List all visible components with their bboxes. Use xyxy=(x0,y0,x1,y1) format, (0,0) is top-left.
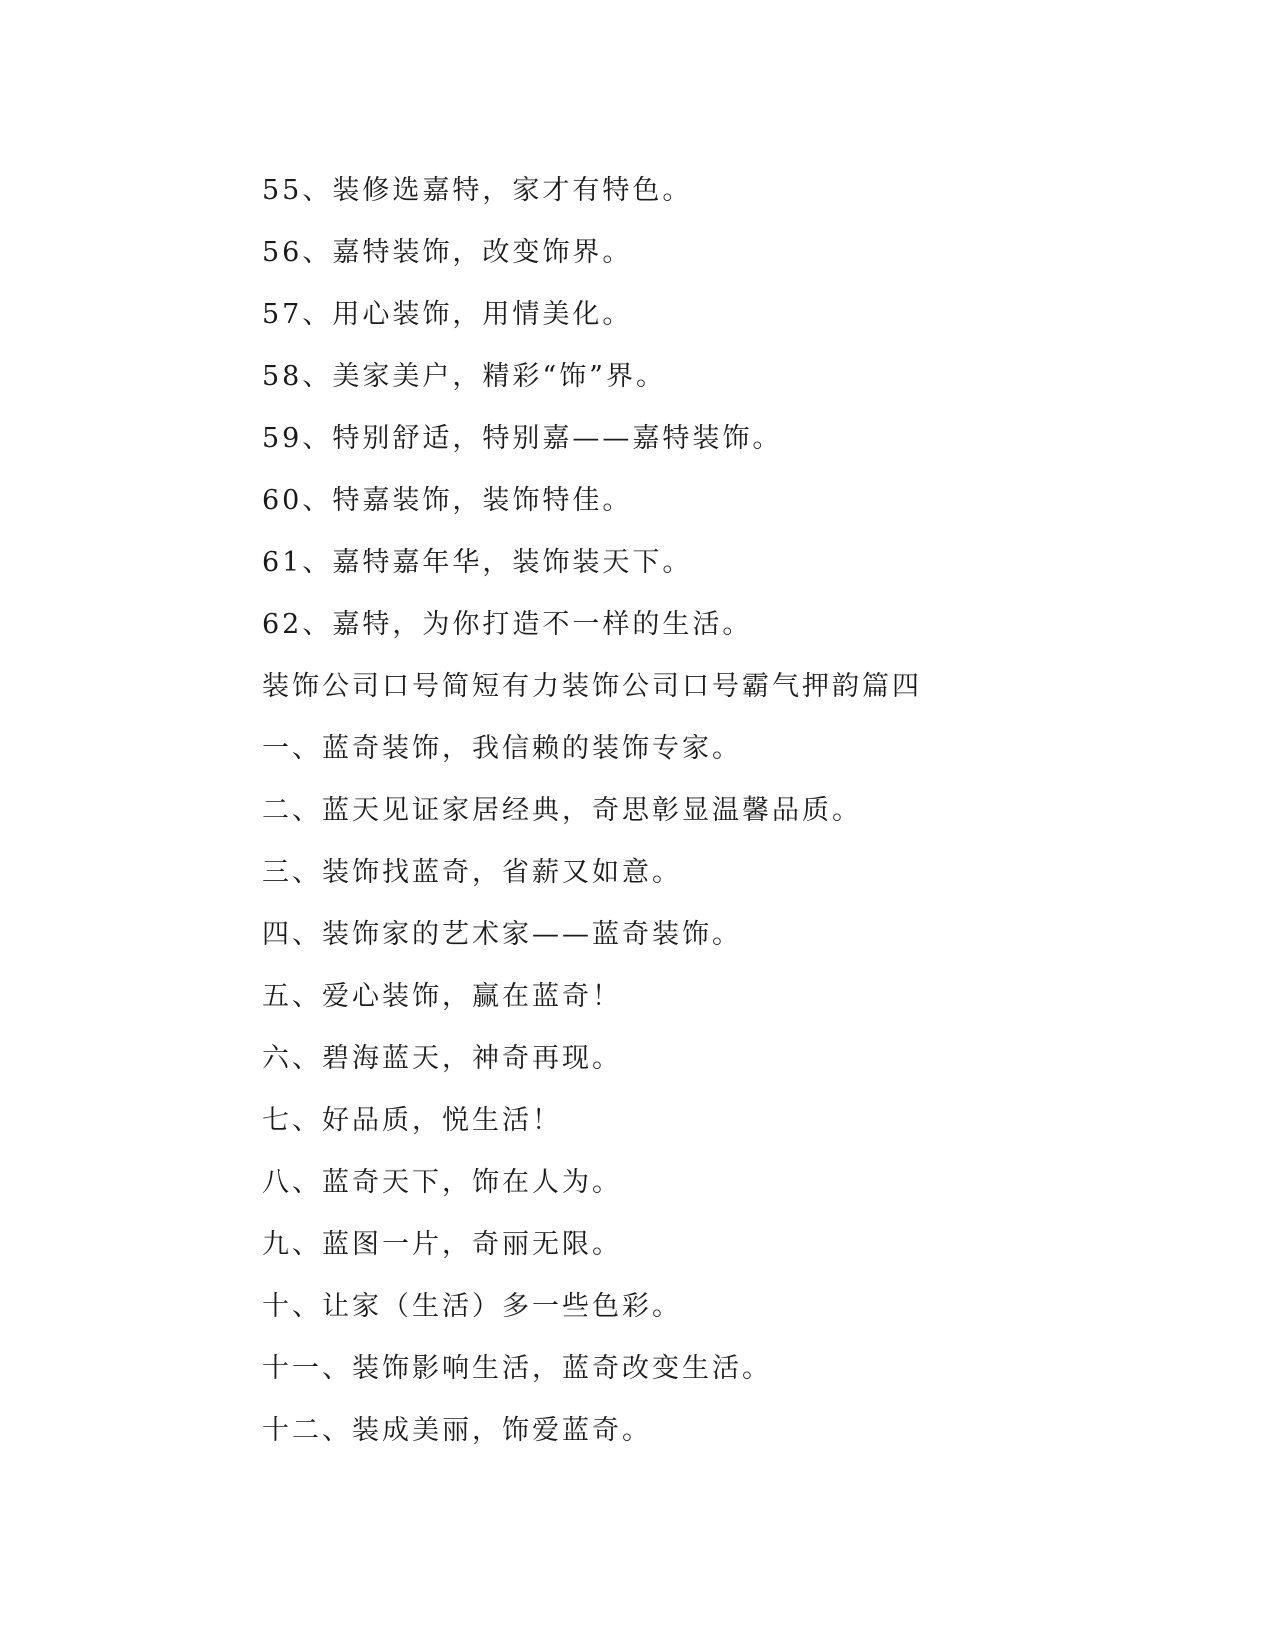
slogan-line-61: 61、嘉特嘉年华，装饰装天下。 xyxy=(262,547,693,578)
slogan-line-55: 55、装修选嘉特，家才有特色。 xyxy=(262,175,693,206)
slogan-line-57: 57、用心装饰，用情美化。 xyxy=(262,299,633,330)
slogan-line-6: 六、碧海蓝天，神奇再现。 xyxy=(262,1043,622,1074)
slogan-line-7: 七、好品质，悦生活！ xyxy=(262,1105,562,1136)
section-heading: 装饰公司口号简短有力装饰公司口号霸气押韵篇四 xyxy=(262,671,922,702)
slogan-line-10: 十、让家（生活）多一些色彩。 xyxy=(262,1291,682,1322)
slogan-line-2: 二、蓝天见证家居经典，奇思彰显温馨品质。 xyxy=(262,795,862,826)
slogan-line-3: 三、装饰找蓝奇，省薪又如意。 xyxy=(262,857,682,888)
slogan-list xyxy=(262,168,1022,1470)
slogan-line-9: 九、蓝图一片，奇丽无限。 xyxy=(262,1229,622,1260)
slogan-line-1: 一、蓝奇装饰，我信赖的装饰专家。 xyxy=(262,733,742,764)
slogan-line-58: 58、美家美户，精彩“饰”界。 xyxy=(262,361,666,392)
slogan-line-56: 56、嘉特装饰，改变饰界。 xyxy=(262,237,633,268)
slogan-line-62: 62、嘉特，为你打造不一样的生活。 xyxy=(262,609,753,640)
slogan-line-5: 五、爱心装饰，赢在蓝奇！ xyxy=(262,981,622,1012)
slogan-line-60: 60、特嘉装饰，装饰特佳。 xyxy=(262,485,633,516)
slogan-line-11: 十一、装饰影响生活，蓝奇改变生活。 xyxy=(262,1353,772,1384)
slogan-line-4: 四、装饰家的艺术家——蓝奇装饰。 xyxy=(262,919,742,950)
slogan-line-59: 59、特别舒适，特别嘉——嘉特装饰。 xyxy=(262,423,783,454)
slogan-line-12: 十二、装成美丽，饰爱蓝奇。 xyxy=(262,1415,652,1446)
slogan-line-8: 八、蓝奇天下，饰在人为。 xyxy=(262,1167,622,1198)
